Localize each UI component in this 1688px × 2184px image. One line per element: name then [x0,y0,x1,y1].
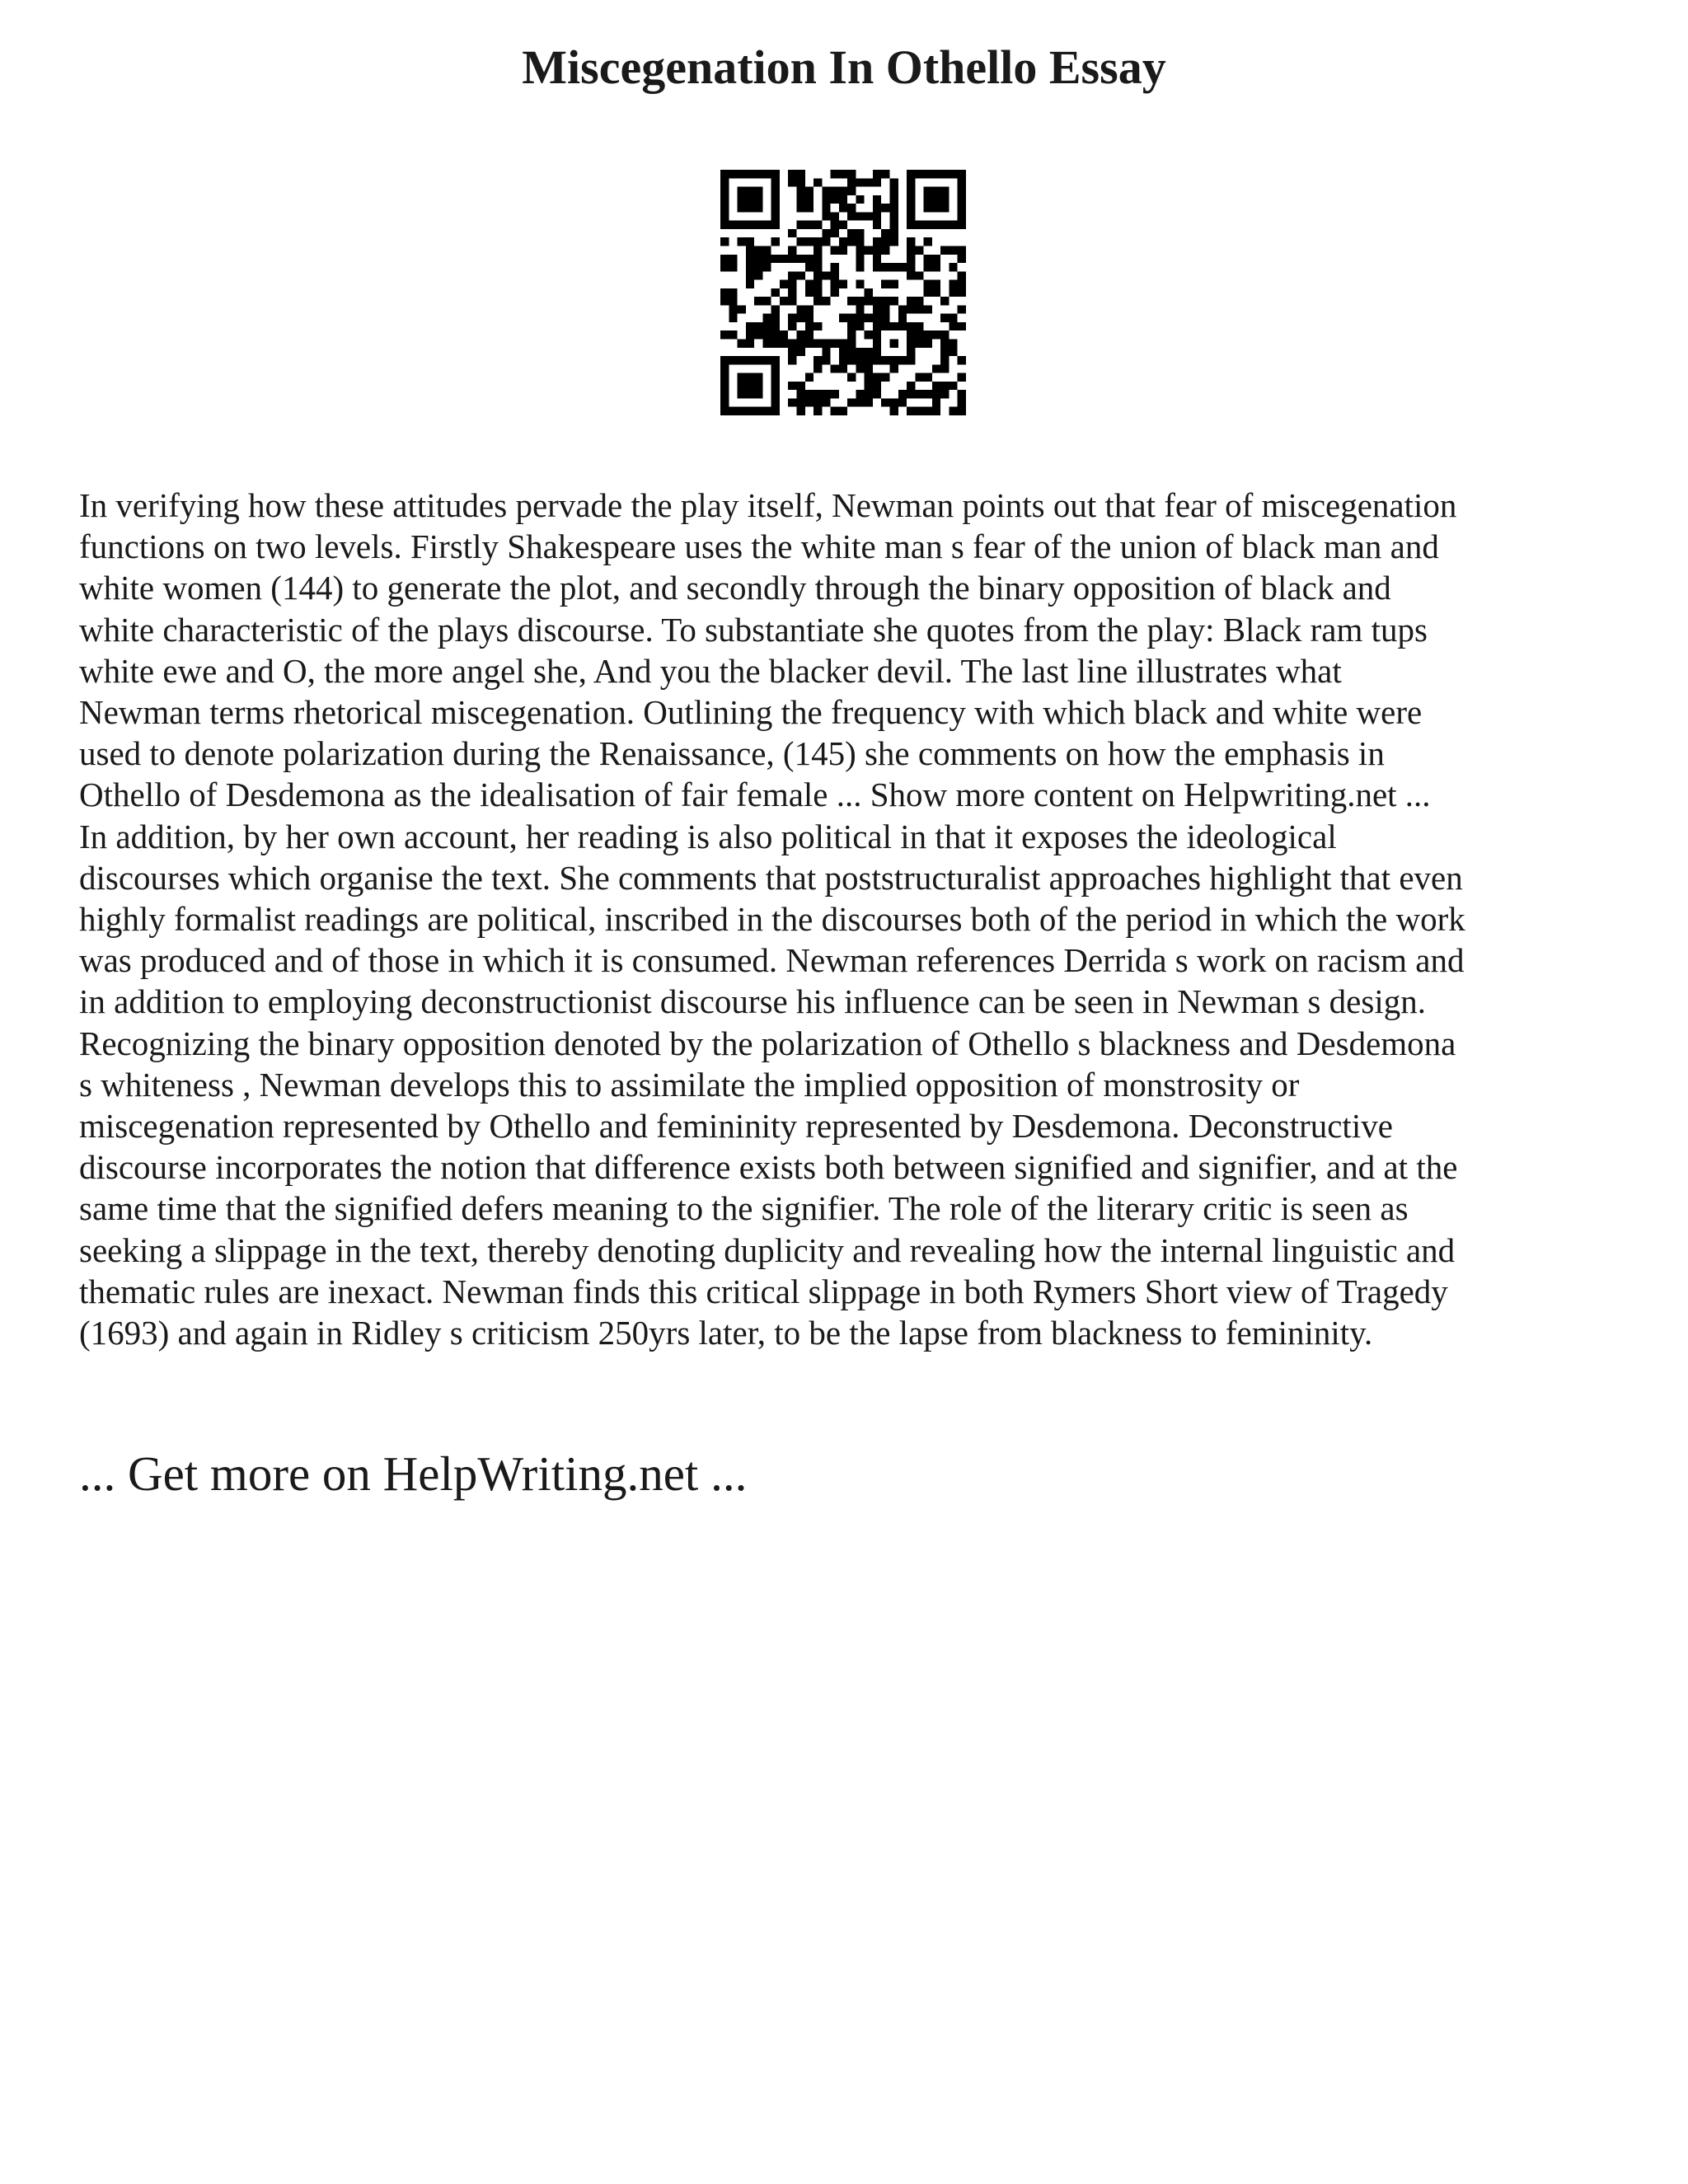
get-more-link[interactable]: ... Get more on HelpWriting.net ... [79,1446,748,1501]
qr-code-icon[interactable] [720,170,966,415]
essay-body: In verifying how these attitudes pervade the play itself, Newman points out that fear of miscegenation functions on two levels. Firstly Shakespeare uses the white man s fear of the union of black man and white women (144) to generate the plot, and secondly through the binary opposition of black and white characteristic of the plays discourse. To substantiate she quotes from the play: Black ram tups white ewe and O, the more angel she, And you the blacker devil. The last line illustrates what Newman terms rhetorical miscegenation. Outlining the frequency with which black and white were used to denote polarization during the Renaissance, (145) she comments on how the emphasis in Othello of Desdemona as the idealisation of fair female ... Show more content on Helpwriting.net ... In addition, by her own account, her reading is also political in that it exposes the ideological discourses which organise the text. She comments that poststructuralist approaches highlight that even highly formalist readings are political, inscribed in the discourses both of the period in which the work was produced and of those in which it is consumed. Newman references Derrida s work on racism and in addition to employing deconstructionist discourse his influence can be seen in Newman s design. Recognizing the binary opposition denoted by the polarization of Othello s blackness and Desdemona s whiteness , Newman develops this to assimilate the implied opposition of monstrosity or miscegenation represented by Othello and femininity represented by Desdemona. Deconstructive discourse incorporates the notion that difference exists both between signified and signifier, and at the same time that the signified defers meaning to the signifier. The role of the literary critic is seen as seeking a slippage in the text, thereby denoting duplicity and revealing how the internal linguistic and thematic rules are inexact. Newman finds this critical slippage in both Rymers Short view of Tragedy (1693) and again in Ridley s criticism 250yrs later, to be the lapse from blackness to femininity. [79,486,1465,1352]
page-title: Miscegenation In Othello Essay [522,40,1166,94]
